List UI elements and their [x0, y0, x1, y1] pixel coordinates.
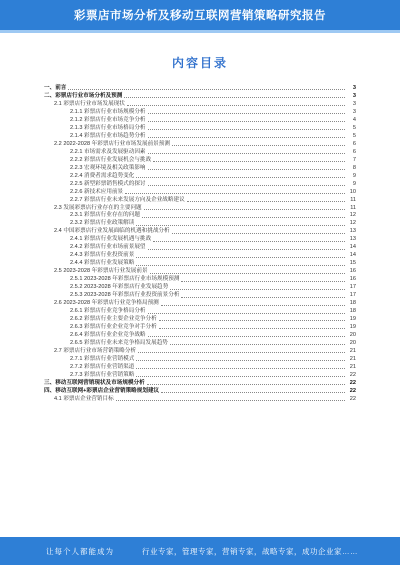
toc-entry-label: 2.4.3 彩票店行业投资前景: [70, 252, 135, 259]
toc-entry-label: 二、彩票店行业市场分析及预测: [44, 92, 123, 99]
toc-entry[interactable]: [44, 227, 356, 235]
toc-leader-dots: [148, 136, 345, 138]
toc-entry[interactable]: [44, 140, 356, 148]
toc-leader-dots: [181, 280, 345, 282]
toc-entry-label: 2.1.2 彩票店行业市场竞争分析: [70, 116, 146, 123]
page-footer: [0, 537, 400, 565]
toc-leader-dots: [148, 312, 345, 314]
toc-entry-label: 2.6.4 彩票店行业企业竞争战略: [70, 332, 146, 338]
toc-leader-dots: [144, 208, 345, 210]
toc-page-number: 13: [349, 236, 356, 243]
toc-entry-label: 2.1.1 彩票店行业市场规模分析: [70, 108, 146, 115]
toc-entry-label: 2.6.1 彩票店行业竞争格局分析: [70, 308, 146, 315]
toc-entry-label: 2.6 2023-2028 年彩票店行业竞争格局预测: [54, 300, 159, 307]
toc-leader-dots: [136, 256, 345, 258]
toc-leader-dots: [147, 383, 345, 385]
toc-entry[interactable]: [44, 275, 356, 283]
toc-page-number: 3: [352, 92, 356, 99]
toc-entry[interactable]: [44, 395, 356, 403]
toc-entry[interactable]: [44, 204, 356, 212]
toc-page-number: 14: [349, 244, 356, 251]
toc-entry-label: 2.3.1 彩票店行业存在的问题: [70, 212, 140, 219]
toc-entry[interactable]: [44, 108, 356, 116]
toc-entry-label: 2.4 中国彩票店行业发展面临的机遇和挑战分析: [54, 228, 170, 235]
toc-entry[interactable]: [44, 347, 356, 355]
toc-page-number: 10: [349, 188, 356, 195]
toc-leader-dots: [187, 200, 345, 202]
toc-entry-label: 2.7.2 彩票店行业营销渠道: [70, 363, 135, 370]
toc-page-number: 17: [349, 292, 356, 299]
toc-page-number: 20: [349, 332, 356, 338]
toc-entry-label: 2.2.1 市场需求及发展驱动因素: [70, 148, 146, 155]
toc-entry-label: 2.5 2023-2028 年彩票店行业发展前景: [54, 268, 148, 275]
toc-leader-dots: [136, 375, 345, 377]
toc-entry[interactable]: [44, 212, 356, 220]
toc-page-number: 7: [352, 156, 356, 163]
toc-leader-dots: [116, 399, 345, 401]
toc-page-number: 9: [352, 180, 356, 187]
toc-leader-dots: [170, 288, 345, 290]
toc-entry-label: 2.5.3 2023-2028 年彩票店行业投资前景分析: [70, 292, 180, 299]
toc-entry[interactable]: [44, 371, 356, 379]
toc-entry-label: 2.2.7 彩票店行业未来发展方向及企业战略建议: [70, 196, 185, 203]
toc-page-number: 6: [352, 140, 356, 147]
footer-slogan-right: 行业专家，管理专家，营销专家，战略专家，成功企业家……: [142, 546, 358, 556]
toc-entry[interactable]: [44, 387, 356, 395]
toc-entry-label: 2.1.4 彩票店行业市场趋势分析: [70, 132, 146, 139]
toc-page-number: 21: [349, 355, 356, 362]
toc-leader-dots: [148, 335, 345, 337]
toc-leader-dots: [148, 152, 345, 154]
toc-entry[interactable]: [44, 100, 356, 108]
toc-page-number: 8: [352, 164, 356, 171]
toc-leader-dots: [159, 319, 345, 321]
toc-entry[interactable]: [44, 315, 356, 323]
toc-entry[interactable]: [44, 148, 356, 156]
toc-entry-label: 2.6.3 彩票店行业企业竞争对手分析: [70, 324, 157, 331]
toc-page-number: 13: [349, 228, 356, 235]
toc-leader-dots: [125, 192, 345, 194]
toc-page-number: 18: [349, 308, 356, 315]
toc-page-number: 5: [352, 124, 356, 131]
toc-entry-label: 四、移动互联网+彩票店企业营销策略规划建议: [44, 387, 160, 394]
toc-leader-dots: [159, 327, 345, 329]
toc-leader-dots: [172, 144, 345, 146]
toc-page-number: 15: [349, 260, 356, 267]
toc-entry[interactable]: [44, 299, 356, 307]
toc-entry-label: 2.4.1 彩票店行业发展机遇与挑战: [70, 236, 152, 243]
toc-heading: 内容目录: [171, 56, 228, 70]
toc-entry[interactable]: [44, 259, 356, 267]
toc-leader-dots: [148, 184, 345, 186]
toc-entry[interactable]: [44, 235, 356, 243]
toc-entry-label: 2.2.2 彩票店行业发展机会与挑战: [70, 156, 152, 163]
toc-leader-dots: [148, 248, 345, 250]
toc-page-number: 19: [349, 324, 356, 331]
toc-entry[interactable]: [44, 219, 356, 227]
toc-entry[interactable]: [44, 267, 356, 275]
toc-entry[interactable]: [44, 172, 356, 180]
table-of-contents: [44, 84, 356, 403]
toc-entry[interactable]: [44, 243, 356, 251]
toc-entry[interactable]: [44, 156, 356, 164]
toc-leader-dots: [136, 176, 345, 178]
toc-leader-dots: [68, 88, 345, 90]
toc-entry-label: 2.7.1 彩票店行业营销模式: [70, 355, 135, 362]
toc-leader-dots: [138, 351, 345, 353]
toc-entry-label: 2.6.5 彩票店行业未来竞争格局发展趋势: [70, 339, 168, 346]
toc-leader-dots: [148, 112, 345, 114]
toc-entry[interactable]: [44, 339, 356, 347]
toc-leader-dots: [148, 168, 345, 170]
toc-leader-dots: [148, 128, 345, 130]
toc-entry-label: 2.1 彩票店行业市场发展现状: [54, 100, 125, 107]
toc-entry-label: 三、移动互联网营销现状及市场规模分析: [44, 379, 145, 386]
toc-leader-dots: [161, 304, 345, 306]
toc-page-number: 5: [352, 132, 356, 139]
toc-leader-dots: [153, 240, 345, 242]
toc-leader-dots: [181, 296, 345, 298]
toc-entry[interactable]: [44, 180, 356, 188]
toc-leader-dots: [124, 96, 345, 98]
toc-entry[interactable]: [44, 132, 356, 140]
toc-leader-dots: [161, 391, 345, 393]
toc-page-number: 19: [349, 316, 356, 323]
toc-entry-label: 2.2.5 新型彩票销售模式的探讨: [70, 180, 146, 187]
toc-page-number: 20: [349, 339, 356, 346]
toc-entry[interactable]: [44, 379, 356, 387]
toc-entry-label: 2.6.2 彩票店行业主要企业竞争分析: [70, 316, 157, 323]
toc-leader-dots: [170, 343, 345, 345]
toc-entry-label: 2.3 发展彩票店行业存在的主要问题: [54, 204, 142, 211]
toc-entry-label: 2.2 2022-2028 年彩票店行业市场发展前景预测: [54, 140, 170, 147]
toc-leader-dots: [136, 224, 345, 226]
toc-page-number: 22: [349, 379, 356, 386]
toc-page-number: 17: [349, 284, 356, 291]
toc-leader-dots: [142, 216, 345, 218]
toc-entry[interactable]: [44, 323, 356, 331]
toc-leader-dots: [172, 232, 345, 234]
toc-entry[interactable]: [44, 363, 356, 371]
toc-entry[interactable]: [44, 92, 356, 100]
toc-entry[interactable]: [44, 116, 356, 124]
toc-entry-label: 2.4.4 彩票店行业发展策略: [70, 260, 135, 267]
toc-page-number: 14: [349, 252, 356, 259]
toc-entry[interactable]: [44, 355, 356, 363]
toc-page-number: 16: [349, 268, 356, 275]
toc-entry[interactable]: [44, 331, 356, 339]
toc-page-number: 3: [352, 100, 356, 107]
toc-page-number: 22: [349, 371, 356, 378]
toc-entry[interactable]: [44, 283, 356, 291]
toc-leader-dots: [136, 359, 345, 361]
toc-leader-dots: [136, 264, 345, 266]
toc-leader-dots: [148, 120, 345, 122]
toc-entry-label: 一、前言: [44, 84, 67, 91]
toc-entry[interactable]: [44, 251, 356, 259]
toc-entry-label: 2.5.2 2023-2028 年彩票店行业发展趋势: [70, 284, 169, 291]
toc-entry[interactable]: [44, 164, 356, 172]
toc-page-number: 3: [352, 108, 356, 115]
toc-leader-dots: [127, 104, 345, 106]
toc-entry-label: 4.1 彩票店企业营销目标: [54, 395, 114, 402]
toc-page-number: 21: [349, 347, 356, 354]
toc-page-number: 6: [352, 148, 356, 155]
toc-entry-label: 2.2.6 新技术应用前景: [70, 188, 124, 195]
toc-page-number: 12: [349, 212, 356, 219]
header-divider: [0, 30, 400, 33]
toc-entry-label: 2.4.2 彩票店行业市场前景展望: [70, 244, 146, 251]
page-header: [0, 0, 400, 30]
toc-entry-label: 2.2.3 宏观环境及相关政策影响: [70, 164, 146, 171]
report-title: 彩票店市场分析及移动互联网营销策略研究报告: [74, 10, 326, 22]
toc-page-number: 12: [349, 220, 356, 227]
toc-entry[interactable]: [44, 124, 356, 132]
toc-page-number: 3: [352, 84, 356, 91]
toc-entry[interactable]: [44, 307, 356, 315]
toc-entry[interactable]: [44, 188, 356, 196]
toc-page-number: 16: [349, 276, 356, 283]
toc-page-number: 11: [350, 204, 356, 211]
toc-page-number: 22: [349, 387, 356, 394]
toc-page-number: 11: [350, 196, 356, 203]
toc-page-number: 21: [349, 363, 356, 370]
toc-entry-label: 2.2.4 消费者需求趋势变化: [70, 172, 135, 179]
toc-page-number: 4: [352, 116, 356, 123]
toc-entry[interactable]: [44, 84, 356, 92]
toc-page-number: 22: [349, 395, 356, 402]
toc-entry-label: 2.5.1 2023-2028 年彩票店行业市场规模预测: [70, 276, 180, 283]
footer-slogan-left: 让每个人都能成为: [46, 546, 114, 556]
toc-entry[interactable]: [44, 196, 356, 204]
toc-entry-label: 2.7.3 彩票店行业营销策略: [70, 371, 135, 378]
toc-page-number: 9: [352, 172, 356, 179]
toc-entry-label: 2.1.3 彩票店行业市场格局分析: [70, 124, 146, 131]
toc-page-number: 18: [349, 300, 356, 307]
toc-entry-label: 2.7 彩票店行业市场营销策略分析: [54, 347, 137, 354]
toc-entry-label: 2.3.2 彩票店行业政策解读: [70, 220, 135, 227]
toc-entry[interactable]: [44, 291, 356, 299]
toc-leader-dots: [153, 160, 345, 162]
toc-leader-dots: [136, 367, 345, 369]
toc-leader-dots: [150, 272, 345, 274]
